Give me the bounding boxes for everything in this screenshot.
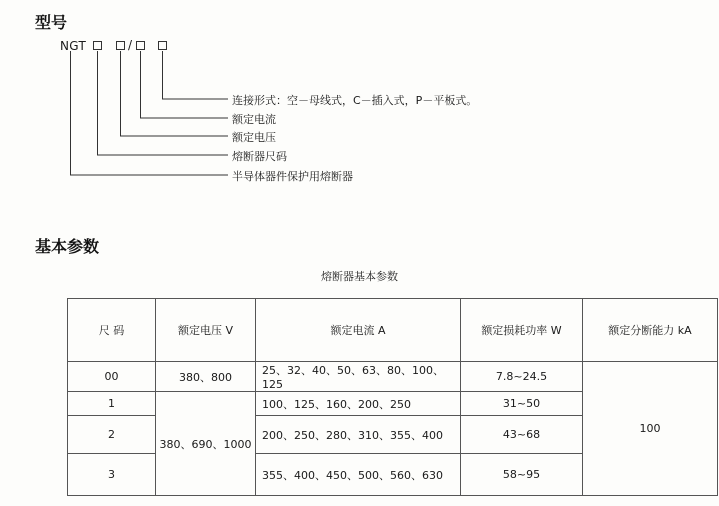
legend-fuse-size: 熔断器尺码 <box>232 150 287 163</box>
cell-power-loss: 7.8~24.5 <box>461 362 583 392</box>
leader-line-size <box>98 51 229 155</box>
cell-power-loss: 43~68 <box>461 416 583 454</box>
header-power-loss: 额定损耗功率 W <box>461 299 583 362</box>
cell-voltage-group-2: 380、690、1000 <box>156 392 256 496</box>
table-header-row <box>68 299 718 362</box>
fuse-parameter-table <box>67 298 718 496</box>
cell-power-loss: 31~50 <box>461 392 583 416</box>
cell-current: 25、32、40、50、63、80、100、125 <box>256 362 461 392</box>
leader-line-current <box>141 51 229 118</box>
legend-fuse-type: 半导体器件保护用熔断器 <box>232 170 353 183</box>
leader-line-connection <box>163 51 229 99</box>
leader-line-prefix <box>71 51 229 175</box>
cell-size: 3 <box>68 454 156 496</box>
cell-size: 1 <box>68 392 156 416</box>
legend-connection-form: 连接形式：空－母线式，C－插入式，P－平板式。 <box>232 94 478 107</box>
header-voltage: 额定电压 V <box>156 299 256 362</box>
legend-rated-current: 额定电流 <box>232 113 276 126</box>
model-code-prefix: NGT <box>60 39 87 53</box>
cell-current: 200、250、280、310、355、400 <box>256 416 461 454</box>
leader-line-voltage <box>121 51 229 136</box>
cell-size: 2 <box>68 416 156 454</box>
code-box-voltage <box>136 41 145 50</box>
legend-rated-voltage: 额定电压 <box>232 131 276 144</box>
header-breaking-capacity: 额定分断能力 kA <box>583 299 718 362</box>
code-box-current <box>158 41 167 50</box>
cell-current: 100、125、160、200、250 <box>256 392 461 416</box>
code-box-size <box>116 41 125 50</box>
cell-breaking-capacity: 100 <box>583 362 718 496</box>
params-section-title: 基本参数 <box>35 237 100 256</box>
code-slash: / <box>128 38 133 52</box>
cell-voltage-group-1: 380、800 <box>156 362 256 392</box>
header-size: 尺 码 <box>68 299 156 362</box>
table-caption: 熔断器基本参数 <box>321 270 398 283</box>
model-section-title: 型号 <box>35 13 68 32</box>
cell-size: 00 <box>68 362 156 392</box>
cell-power-loss: 58~95 <box>461 454 583 496</box>
cell-current: 355、400、450、500、560、630 <box>256 454 461 496</box>
header-current: 额定电流 A <box>256 299 461 362</box>
code-box-type <box>93 41 102 50</box>
table-row <box>68 362 718 392</box>
